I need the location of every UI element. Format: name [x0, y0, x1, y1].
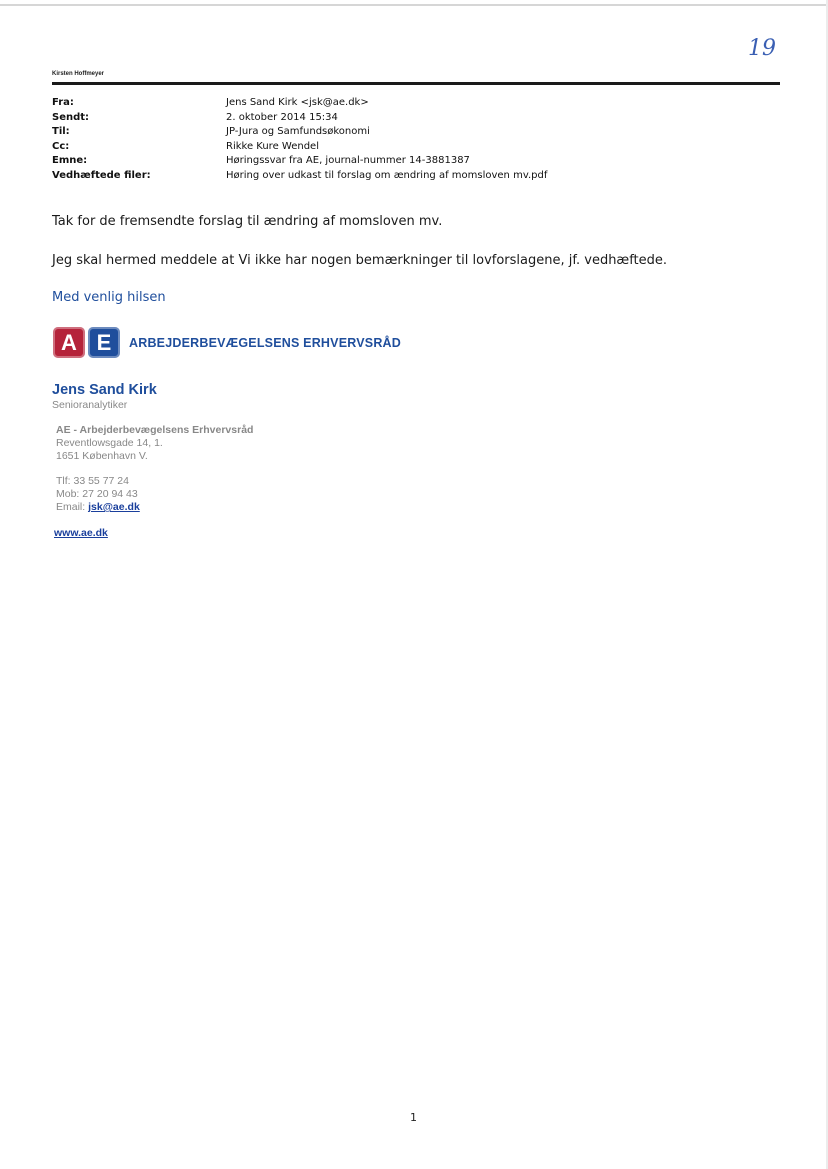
- logo-letter-a: A: [53, 327, 85, 358]
- meta-key: Fra:: [52, 97, 74, 108]
- body-paragraph: Tak for de fremsendte forslag til ændring af momsloven mv.: [52, 214, 443, 229]
- body-paragraph: Jeg skal hermed meddele at Vi ikke har nogen bemærkninger til lovforslagene, jf. vedhæftede.: [52, 253, 668, 268]
- meta-value: JP-Jura og Samfundsøkonomi: [226, 126, 370, 137]
- scan-edge-top: [0, 4, 828, 6]
- meta-value: Rikke Kure Wendel: [226, 140, 319, 152]
- meta-key: Cc:: [52, 140, 70, 152]
- signature-contact: [56, 475, 140, 514]
- meta-row-from: [52, 96, 772, 111]
- signature-org: AE - Arbejderbevægelsens Erhvervsråd: [56, 424, 254, 436]
- signature-email-label: Email:: [56, 501, 89, 513]
- signature-address: [56, 424, 253, 463]
- signature-name: Jens Sand Kirk: [52, 382, 157, 398]
- meta-row-subject: [52, 154, 772, 169]
- meta-row-sent: [52, 111, 772, 126]
- ae-logo: [53, 327, 401, 358]
- page-number: 1: [410, 1111, 417, 1124]
- meta-value: 2. oktober 2014 15:34: [226, 111, 338, 123]
- website-link[interactable]: www.ae.dk: [54, 527, 108, 539]
- email-link[interactable]: jsk@ae.dk: [88, 501, 140, 513]
- meta-value: Høringssvar fra AE, journal-nummer 14-3881387: [226, 155, 470, 166]
- header-divider: [52, 82, 780, 85]
- meta-key: Til:: [52, 126, 70, 137]
- signature-mobile: Mob: 27 20 94 43: [56, 488, 138, 500]
- email-header: [52, 96, 772, 183]
- signature-street: Reventlowsgade 14, 1.: [56, 437, 163, 449]
- handwritten-page-mark: 19: [748, 36, 776, 61]
- closing-greeting: Med venlig hilsen: [52, 290, 166, 305]
- meta-row-attachments: [52, 169, 772, 184]
- meta-key: Sendt:: [52, 111, 90, 123]
- meta-value: Høring over udkast til forslag om ændring af momsloven mv.pdf: [226, 169, 548, 181]
- logo-org-name: ARBEJDERBEVÆGELSENS ERHVERVSRÅD: [129, 335, 401, 350]
- signature-title: Senioranalytiker: [52, 399, 128, 411]
- signature-email-row: [56, 501, 140, 514]
- meta-row-cc: [52, 140, 772, 155]
- meta-key: Vedhæftede filer:: [52, 169, 151, 181]
- signature-phone: Tlf: 33 55 77 24: [56, 475, 129, 487]
- meta-value: Jens Sand Kirk <jsk@ae.dk>: [226, 97, 369, 108]
- meta-row-to: [52, 125, 772, 140]
- mailbox-owner: Kirsten Hoffmeyer: [52, 71, 105, 77]
- signature-city: 1651 København V.: [56, 450, 148, 462]
- meta-key: Emne:: [52, 155, 88, 166]
- logo-letter-e: E: [88, 327, 120, 358]
